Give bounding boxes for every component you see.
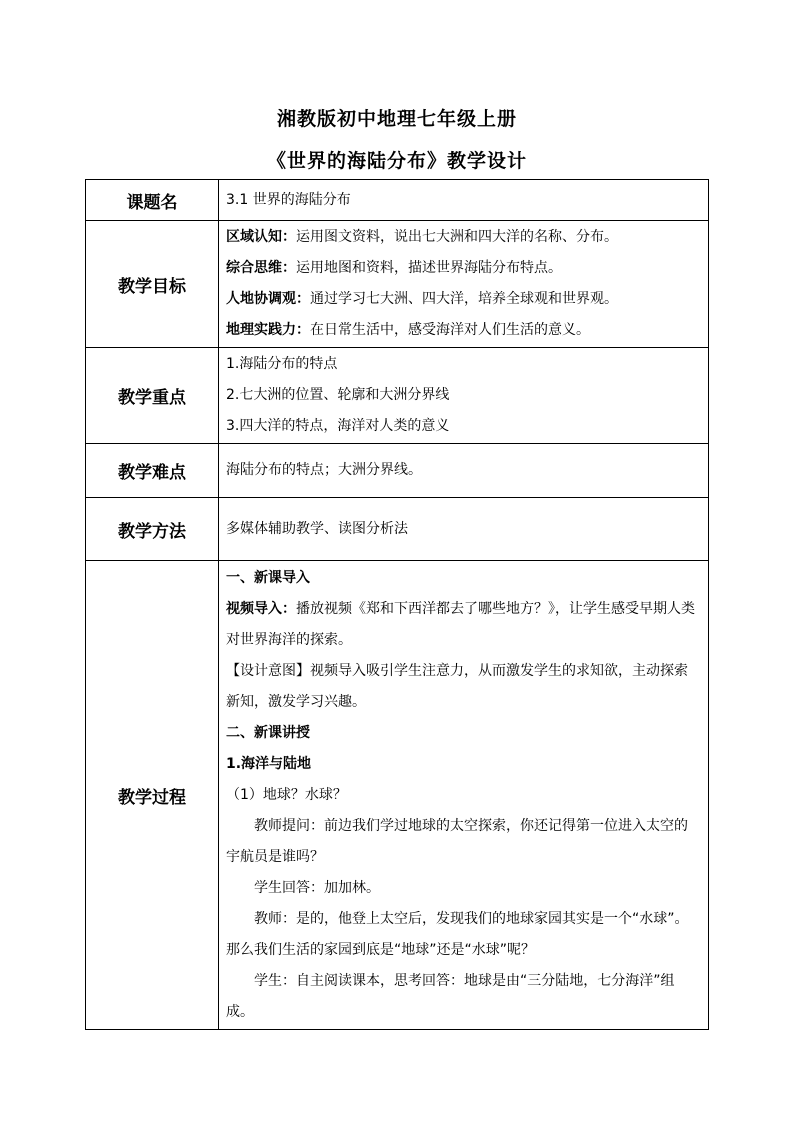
dialogue-paragraph: 教师提问：前边我们学过地球的太空探索，你还记得第一位进入太空的宇航员是谁吗？ (226, 817, 688, 865)
objectives-content (219, 221, 709, 348)
topic-label: 课题名 (86, 180, 219, 221)
key-point-item: 1.海陆分布的特点 (226, 356, 338, 372)
objectives-label: 教学目标 (86, 221, 219, 348)
objective-term: 人地协调观： (226, 291, 310, 307)
section-heading: 二、新课讲授 (226, 724, 310, 741)
objective-item (226, 222, 700, 253)
objective-term: 区域认知： (226, 229, 296, 245)
document-subtitle: 《世界的海陆分布》教学设计 (266, 150, 527, 172)
objective-text: 运用图文资料，说出七大洲和四大洋的名称、分布。 (296, 229, 618, 245)
row-objectives (86, 221, 709, 348)
document-title: 湘教版初中地理七年级上册 (276, 108, 517, 130)
objective-item (226, 253, 700, 284)
methods-text: 多媒体辅助教学、读图分析法 (226, 520, 408, 537)
video-intro-text: 播放视频《郑和下西洋都去了哪些地方？》，让学生感受早期人类对世界海洋的探索。 (226, 600, 695, 648)
process-label: 教学过程 (86, 561, 219, 1030)
difficulties-text: 海陆分布的特点；大洲分界线。 (226, 462, 422, 478)
video-intro-paragraph (226, 594, 700, 656)
row-methods (86, 498, 709, 561)
objective-term: 地理实践力： (226, 322, 310, 338)
key-points-label: 教学重点 (86, 348, 219, 444)
dialogue-paragraph: 学生：自主阅读课本，思考回答：地球是由“三分陆地，七分海洋”组成。 (226, 972, 675, 1020)
objective-text: 通过学习七大洲、四大洋，培养全球观和世界观。 (310, 291, 618, 307)
video-intro-term: 视频导入： (226, 600, 296, 617)
key-point-item: 2.七大洲的位置、轮廓和大洲分界线 (226, 387, 450, 403)
objective-text: 运用地图和资料，描述世界海陆分布特点。 (296, 260, 562, 276)
key-points-content (219, 348, 709, 444)
row-difficulties (86, 444, 709, 498)
objective-text: 在日常生活中，感受海洋对人们生活的意义。 (310, 322, 590, 338)
difficulties-content (219, 444, 709, 498)
question-heading: （1）地球？水球？ (226, 786, 347, 803)
design-intent-paragraph: 【设计意图】视频导入吸引学生注意力，从而激发学生的求知欲，主动探索新知，激发学习兴趣。 (226, 662, 688, 710)
methods-content (219, 498, 709, 561)
lesson-plan-table (85, 179, 709, 1030)
topic-text: 3.1 世界的海陆分布 (226, 191, 351, 208)
dialogue-paragraph: 学生回答：加加林。 (254, 879, 380, 896)
section-heading: 一、新课导入 (226, 569, 310, 586)
row-topic (86, 180, 709, 221)
methods-label: 教学方法 (86, 498, 219, 561)
objective-item (226, 284, 700, 315)
difficulties-label: 教学难点 (86, 444, 219, 498)
row-key-points (86, 348, 709, 444)
key-point-item: 3.四大洋的特点，海洋对人类的意义 (226, 418, 450, 434)
process-content (219, 561, 709, 1030)
objective-item (226, 315, 700, 346)
dialogue-paragraph: 教师：是的，他登上太空后，发现我们的地球家园其实是一个“水球”。那么我们生活的家园到底是“地球”还是“水球”呢？ (226, 910, 689, 958)
row-process (86, 561, 709, 1030)
subsection-heading: 1.海洋与陆地 (226, 755, 312, 772)
topic-value (219, 180, 709, 221)
objective-term: 综合思维： (226, 260, 296, 276)
